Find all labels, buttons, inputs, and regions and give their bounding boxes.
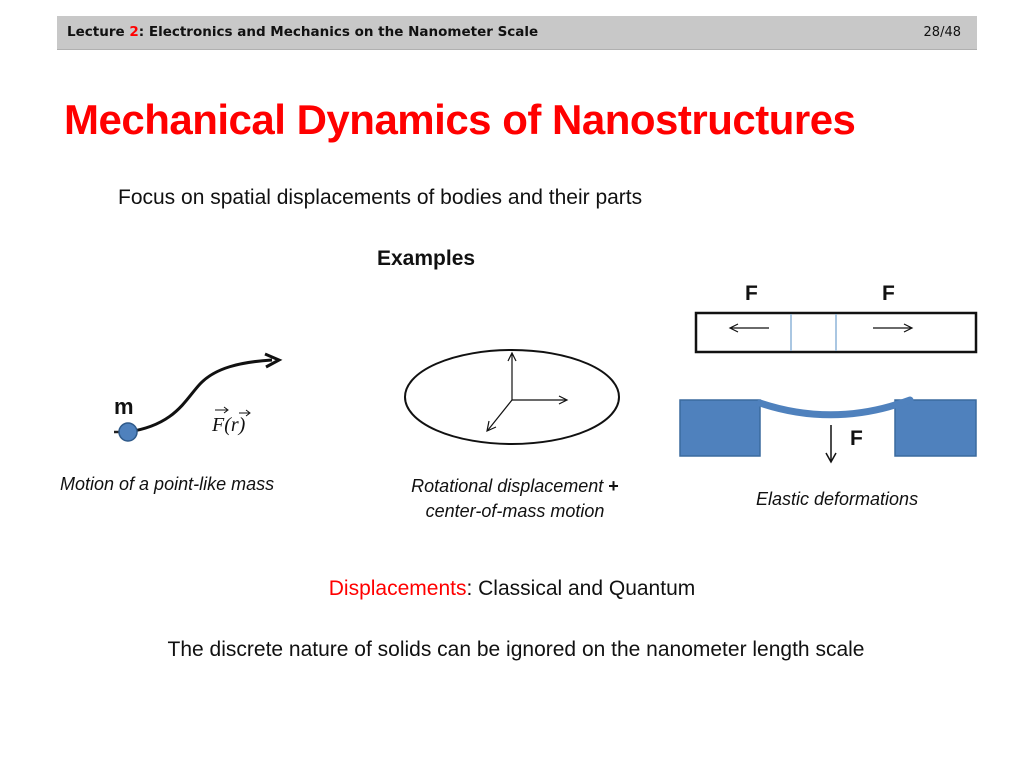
left-clamp [680,400,760,456]
examples-heading: Examples [377,247,476,270]
point-mass [119,423,137,441]
force-label-right: F [882,282,895,305]
tension-bar-figure [696,313,976,352]
beam-figure [680,400,976,462]
discrete-note: The discrete nature of solids can be ignored on the nanometer length scale [167,638,865,661]
point-mass-caption: Motion of a point-like mass [60,474,275,494]
right-clamp [895,400,976,456]
elastic-caption: Elastic deformations [756,489,919,509]
displacements-line: Displacements: Classical and Quantum [328,577,696,600]
plus-sign: + [608,476,619,496]
rotation-figure [405,350,619,444]
force-label-down: F [850,427,863,450]
trajectory-path [128,360,272,432]
force-expression: F(r) [212,414,246,436]
page-number: 28/48 [923,25,961,40]
mass-label: m [114,394,134,419]
slide-title: Mechanical Dynamics of Nanostructures [64,96,856,143]
displacements-highlight: Displacements [328,577,467,600]
lecture-title: Lecture 2: Electronics and Mechanics on the Nanometer Scale [67,24,539,40]
point-mass-figure [114,354,279,441]
bent-beam [760,400,910,415]
force-label-left: F [745,282,758,305]
lecture-number: 2 [129,24,139,40]
rotation-caption: Rotational displacement + center-of-mass motion [411,476,619,521]
focus-text: Focus on spatial displacements of bodies and their parts [118,186,643,209]
